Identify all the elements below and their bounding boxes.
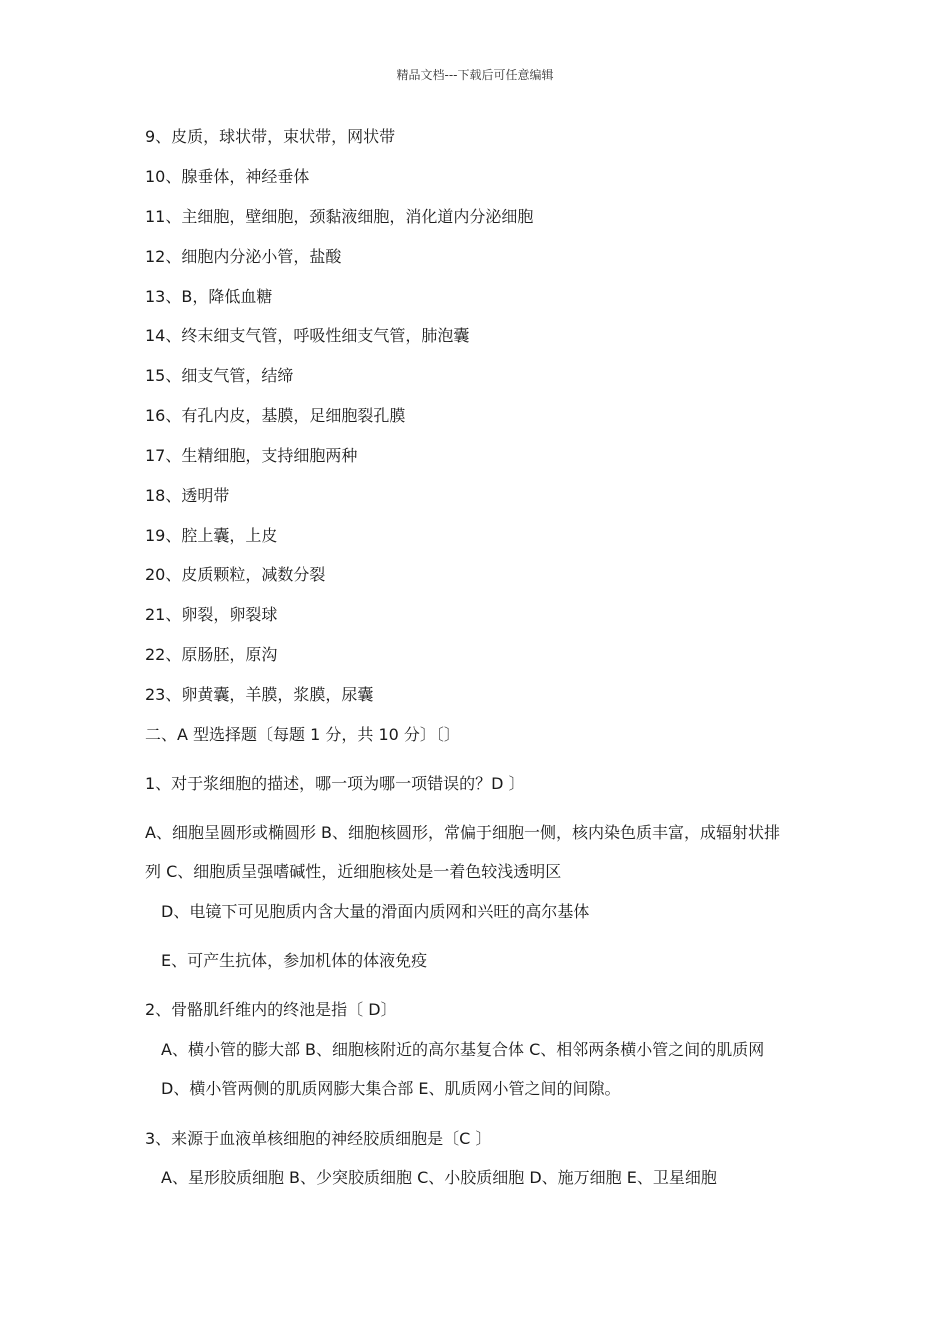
answer-line: 13、B，降低血糖: [145, 287, 273, 306]
question-option: A、星形胶质细胞 B、少突胶质细胞 C、小胶质细胞 D、施万细胞 E、卫星细胞: [161, 1168, 717, 1187]
answer-line: 10、腺垂体，神经垂体: [145, 167, 310, 186]
answer-line: 20、皮质颗粒，减数分裂: [145, 565, 326, 584]
question-option: 列 C、细胞质呈强嗜碱性，近细胞核处是一着色较浅透明区: [145, 862, 562, 881]
answer-line: 23、卵黄囊，羊膜，浆膜，尿囊: [145, 685, 374, 704]
question-stem: 3、来源于血液单核细胞的神经胶质细胞是〔C 〕: [145, 1129, 492, 1148]
question-option: E、可产生抗体，参加机体的体液免疫: [161, 951, 428, 970]
answer-line: 15、细支气管，结缔: [145, 366, 294, 385]
answer-line: 14、终末细支气管，呼吸性细支气管，肺泡囊: [145, 326, 470, 345]
question-option: D、电镜下可见胞质内含大量的滑面内质网和兴旺的高尔基体: [161, 902, 590, 921]
page-header: 精品文档---下载后可任意编辑: [396, 68, 554, 82]
answer-line: 12、细胞内分泌小管，盐酸: [145, 247, 342, 266]
answer-line: 11、主细胞，壁细胞，颈黏液细胞，消化道内分泌细胞: [145, 207, 534, 226]
section-title: 二、A 型选择题〔每题 1 分，共 10 分〕〔〕: [145, 725, 460, 744]
answer-line: 18、透明带: [145, 486, 230, 505]
question-stem: 2、骨骼肌纤维内的终池是指〔 D〕: [145, 1000, 397, 1019]
answer-line: 16、有孔内皮，基膜，足细胞裂孔膜: [145, 406, 406, 425]
question-stem: 1、对于浆细胞的描述，哪一项为哪一项错误的？D 〕: [145, 774, 525, 793]
answer-line: 22、原肠胚，原沟: [145, 645, 278, 664]
answer-line: 17、生精细胞，支持细胞两种: [145, 446, 358, 465]
answer-line: 21、卵裂，卵裂球: [145, 605, 278, 624]
question-option: A、横小管的膨大部 B、细胞核附近的高尔基复合体 C、相邻两条横小管之间的肌质网: [161, 1040, 765, 1059]
question-option: D、横小管两侧的肌质网膨大集合部 E、肌质网小管之间的间隙。: [161, 1079, 621, 1098]
answer-line: 9、皮质，球状带，束状带，网状带: [145, 127, 396, 146]
question-option: A、细胞呈圆形或椭圆形 B、细胞核圆形，常偏于细胞一侧，核内染色质丰富，成辐射状排: [145, 823, 781, 842]
answer-line: 19、腔上囊，上皮: [145, 526, 278, 545]
